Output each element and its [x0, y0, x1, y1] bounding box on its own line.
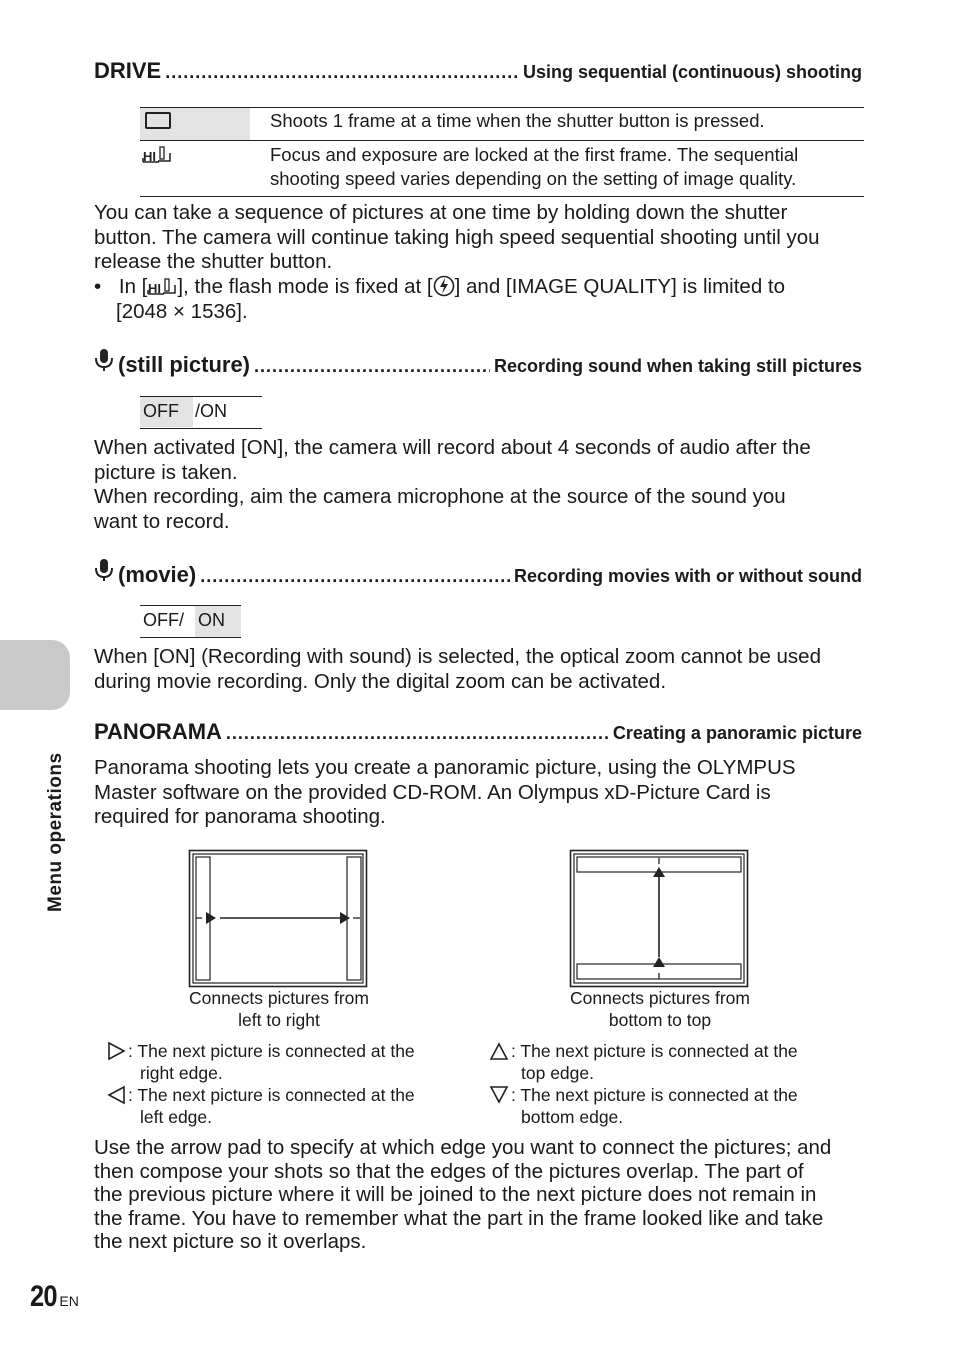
drive-row1-text: Shoots 1 frame at a time when the shutter button is pressed. — [270, 110, 765, 131]
panorama-heading — [94, 719, 862, 749]
legend-text: : The next picture is connected at the — [128, 1085, 415, 1105]
bottom-to-top-figure — [569, 849, 750, 989]
right-arrow-icon — [340, 912, 350, 924]
legend-text: right edge. — [140, 1063, 223, 1083]
svg-text:HI: HI — [148, 281, 162, 296]
bullet-text: ] and [IMAGE QUALITY] is limited to — [454, 275, 786, 298]
hi-sequential-icon — [142, 143, 172, 165]
side-label: Menu operations — [45, 752, 66, 912]
text-line: Use the arrow pad to specify at which edge you want to connect the pictures; and — [94, 1136, 832, 1159]
drive-paragraph — [94, 201, 864, 275]
leader-dots — [165, 62, 519, 83]
text-line: Panorama shooting lets you create a panoramic picture, using the OLYMPUS — [94, 756, 796, 779]
text-line: picture is taken. — [94, 460, 238, 484]
text-line: When activated [ON], the camera will record about 4 seconds of audio after the — [94, 436, 811, 459]
text-line: the frame. You have to remember what the part in the frame looked like and take — [94, 1206, 824, 1230]
leader-dots — [254, 356, 490, 377]
left-to-right-figure — [188, 849, 369, 989]
drive-row2-line1: Focus and exposure are locked at the first frame. The sequential — [270, 144, 799, 165]
bullet-text: In [ — [118, 275, 148, 298]
legend-text: : The next picture is connected at the — [128, 1041, 415, 1061]
text-line: When recording, aim the camera microphone at the source of the sound you — [94, 485, 786, 508]
movie-option-on: ON — [195, 606, 241, 637]
microphone-icon — [94, 348, 114, 372]
text-line: You can take a sequence of pictures at one time by holding down the shutter — [94, 201, 788, 224]
text-line: the next picture so it overlaps. — [94, 1230, 367, 1253]
page-number: 20 — [30, 1280, 57, 1313]
leader-dots — [200, 566, 510, 587]
text-line: then compose your shots so that the edges of the pictures overlap. The part of — [94, 1159, 804, 1183]
text-line: When [ON] (Recording with sound) is selected, the optical zoom cannot be used — [94, 645, 821, 668]
text-line: button. The camera will continue taking high speed sequential shooting until you — [94, 225, 820, 249]
drive-row2-line2: shooting speed varies depending on the setting of image quality. — [270, 168, 797, 189]
panorama-paragraph — [94, 756, 864, 830]
still-heading — [94, 348, 862, 378]
table-rule — [140, 140, 864, 141]
drive-row2-text — [270, 143, 798, 191]
drive-subtitle: Using sequential (continuous) shooting — [523, 62, 862, 82]
caption-line: left to right — [238, 1010, 320, 1030]
movie-title: (movie) — [118, 562, 197, 587]
option-rule — [140, 428, 262, 429]
text-line: release the shutter button. — [94, 250, 333, 273]
hi-sequential-icon — [147, 275, 177, 297]
leader-dots — [226, 723, 609, 744]
legend-text: : The next picture is connected at the — [511, 1041, 798, 1061]
caption-line: Connects pictures from — [189, 988, 369, 1008]
still-option-off: OFF — [140, 397, 193, 427]
down-triangle-icon — [489, 1085, 509, 1105]
still-subtitle: Recording sound when taking still pictures — [493, 356, 862, 376]
flash-off-icon — [433, 275, 455, 297]
text-line: required for panorama shooting. — [94, 805, 386, 828]
panorama-final-paragraph — [94, 1136, 864, 1254]
right-arrow-icon — [206, 912, 216, 924]
text-line: Master software on the provided CD-ROM. An Olympus xD-Picture Card is — [94, 780, 771, 804]
movie-paragraph — [94, 645, 864, 694]
legend-text: bottom edge. — [521, 1107, 624, 1127]
right-triangle-icon — [106, 1041, 126, 1061]
drive-heading — [94, 58, 862, 88]
table-rule — [140, 196, 864, 197]
panorama-title: PANORAMA — [94, 719, 222, 744]
side-tab — [0, 640, 70, 710]
legend-up-down — [489, 1040, 869, 1128]
right-figure-caption — [549, 987, 771, 1031]
bullet-text: ], the flash mode is fixed at [ — [177, 275, 433, 298]
movie-heading — [94, 558, 862, 588]
caption-line: Connects pictures from — [570, 988, 750, 1008]
caption-line: bottom to top — [608, 1010, 712, 1030]
microphone-icon — [94, 558, 114, 582]
up-arrow-icon — [653, 957, 665, 967]
bullet-text: [2048 × 1536]. — [116, 299, 248, 323]
svg-text:HI: HI — [143, 149, 156, 164]
still-option-on: /ON — [195, 401, 228, 421]
single-frame-icon — [145, 112, 171, 129]
bullet-mark: • — [94, 275, 102, 298]
legend-text: : The next picture is connected at the — [511, 1085, 798, 1105]
left-triangle-icon — [106, 1085, 126, 1105]
panorama-subtitle: Creating a panoramic picture — [612, 723, 862, 743]
up-triangle-icon — [489, 1041, 509, 1061]
text-line: want to record. — [94, 509, 230, 533]
still-title: (still picture) — [118, 352, 251, 377]
text-line: during movie recording. Only the digital zoom can be activated. — [94, 669, 667, 693]
drive-title: DRIVE — [94, 58, 162, 83]
page-footer — [30, 1280, 79, 1314]
movie-option-off: OFF/ — [143, 610, 184, 630]
movie-subtitle: Recording movies with or without sound — [513, 566, 862, 586]
option-rule — [140, 637, 241, 638]
legend-right — [106, 1040, 486, 1128]
legend-text: left edge. — [140, 1107, 212, 1127]
legend-text: top edge. — [521, 1063, 594, 1083]
left-figure-caption — [168, 987, 390, 1031]
still-paragraph — [94, 436, 864, 534]
text-line: the previous picture where it will be joined to the next picture does not remain in — [94, 1183, 817, 1206]
page-lang: EN — [59, 1293, 79, 1309]
drive-bullet — [94, 275, 785, 324]
